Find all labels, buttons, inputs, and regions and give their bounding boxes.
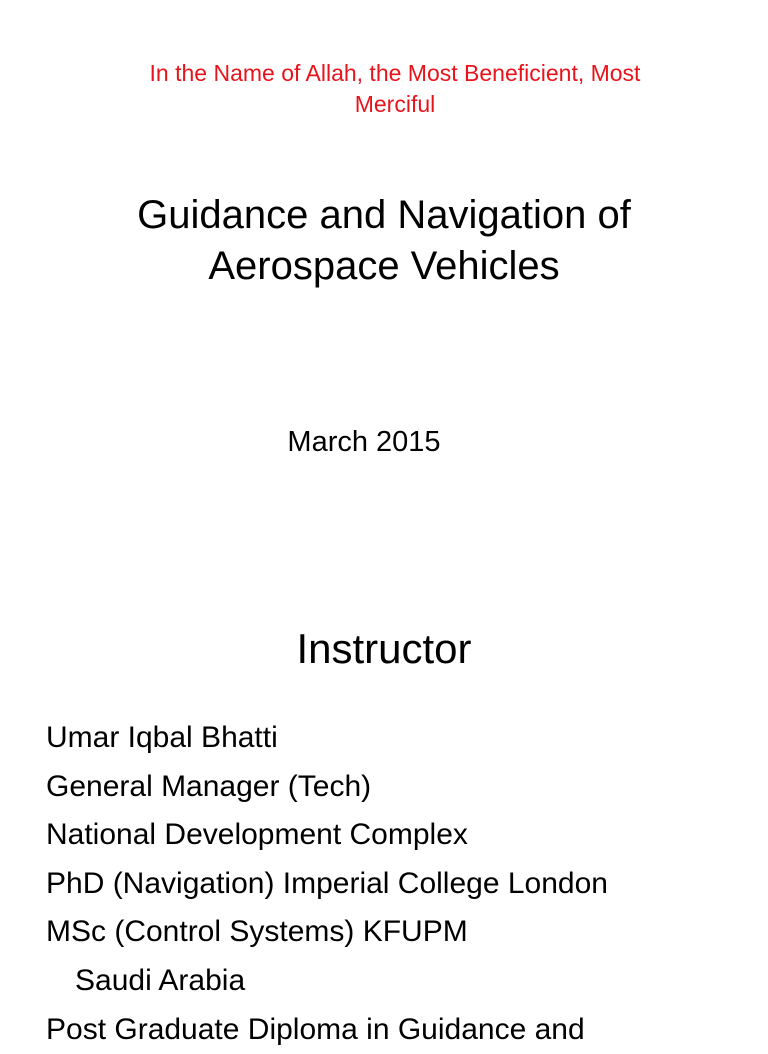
invocation-line-2: Merciful: [354, 91, 436, 117]
credential-diploma: Post Graduate Diploma in Guidance and: [46, 1012, 585, 1046]
invocation-text: [60, 58, 730, 120]
credential-msc: MSc (Control Systems) KFUPM: [46, 915, 468, 949]
instructor-heading: Instructor: [296, 625, 472, 672]
credential-msc-location: Saudi Arabia: [75, 963, 246, 997]
title-line-2: Aerospace Vehicles: [208, 244, 560, 288]
instructor-credentials: [46, 714, 766, 1054]
presentation-date: March 2015: [287, 426, 441, 458]
invocation-line-1: In the Name of Allah, the Most Beneficient, Most: [149, 60, 641, 86]
presentation-title: [0, 190, 768, 292]
instructor-slide: [0, 580, 768, 1046]
credential-name: Umar Iqbal Bhatti: [46, 721, 278, 754]
credential-position: General Manager (Tech): [46, 769, 372, 803]
credential-organization: National Development Complex: [46, 818, 468, 852]
credential-phd: PhD (Navigation) Imperial College London: [46, 866, 608, 900]
title-line-1: Guidance and Navigation of: [137, 193, 631, 237]
